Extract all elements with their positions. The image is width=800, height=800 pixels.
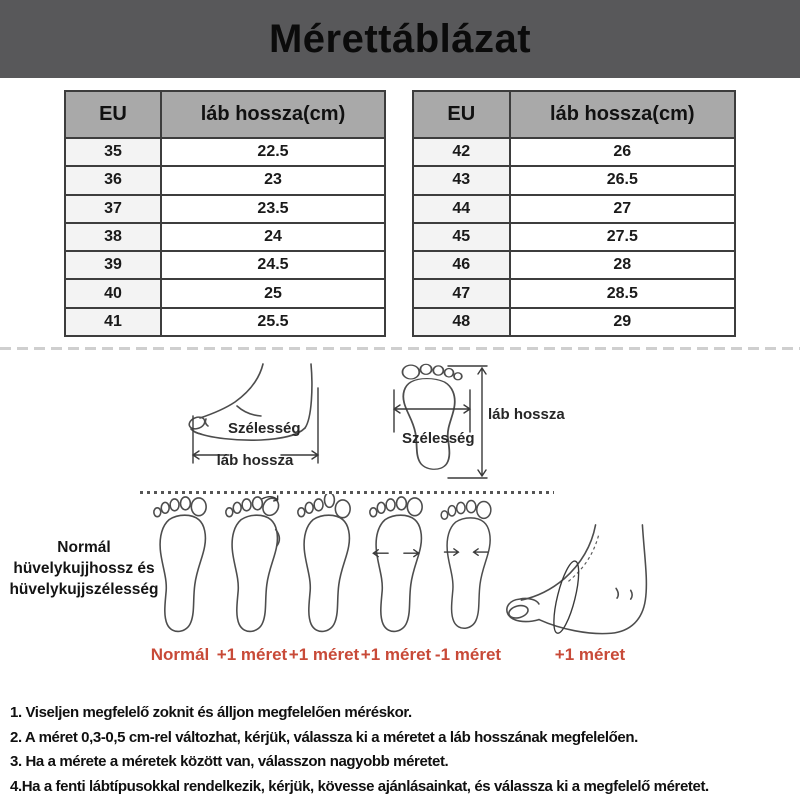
footprint-normal-illustration: [148, 494, 212, 647]
foot-type-label-plus1: +1 méret: [554, 645, 626, 664]
table-row: [65, 223, 385, 251]
note-line: hüvelykujjhossz és: [13, 560, 155, 577]
table-row: [65, 251, 385, 279]
column-header-eu: EU: [65, 91, 161, 138]
eu-size: 40: [65, 279, 161, 307]
foot-length: 28: [510, 251, 735, 279]
normal-thumb-note: [8, 537, 160, 600]
footprint-narrow-illustration: [436, 494, 496, 647]
table-row: [65, 138, 385, 166]
eu-size: 48: [413, 308, 510, 336]
foot-type-label-plus1: +1 méret: [288, 645, 360, 664]
foot-length: 26: [510, 138, 735, 166]
table-header-row: [413, 91, 735, 138]
table-row: [413, 251, 735, 279]
table-row: [413, 138, 735, 166]
width-label-side-view: Szélesség: [228, 420, 301, 437]
header-banner: [0, 0, 800, 78]
eu-size: 47: [413, 279, 510, 307]
instruction-line-1: 1. Viseljen megfelelő zoknit és álljon megfelelően méréskor.: [10, 704, 412, 721]
table-row: [413, 279, 735, 307]
foot-length: 23.5: [161, 195, 385, 223]
foot-length: 22.5: [161, 138, 385, 166]
eu-size: 35: [65, 138, 161, 166]
column-header-eu: EU: [413, 91, 510, 138]
foot-length: 27: [510, 195, 735, 223]
footprint-bunion-illustration: [220, 494, 284, 647]
length-label-footprint: láb hossza: [488, 406, 565, 423]
footprint-long-second-toe-illustration: [292, 494, 356, 647]
width-label-footprint: Szélesség: [402, 430, 475, 447]
footprint-wide-illustration: [364, 494, 428, 647]
foot-high-instep-drawing: [500, 522, 655, 644]
foot-type-label-plus1: +1 méret: [216, 645, 288, 664]
dashed-divider: [0, 347, 800, 350]
foot-length: 25: [161, 279, 385, 307]
footprint-narrow-drawing: [436, 494, 496, 642]
column-header-foot-length: láb hossza(cm): [161, 91, 385, 138]
length-label-side-view: láb hossza: [216, 452, 294, 469]
foot-length: 24: [161, 223, 385, 251]
eu-size: 36: [65, 166, 161, 194]
footprint-long-second-toe-drawing: [292, 494, 356, 642]
foot-length: 27.5: [510, 223, 735, 251]
foot-high-instep-illustration: [500, 522, 655, 649]
eu-size: 45: [413, 223, 510, 251]
eu-size: 44: [413, 195, 510, 223]
foot-length: 29: [510, 308, 735, 336]
eu-size: 39: [65, 251, 161, 279]
note-line: hüvelykujjszélesség: [9, 581, 159, 598]
foot-length: 23: [161, 166, 385, 194]
foot-length: 28.5: [510, 279, 735, 307]
eu-size: 46: [413, 251, 510, 279]
foot-type-label-minus1: -1 méret: [434, 645, 502, 664]
table-row: [65, 279, 385, 307]
table-row: [65, 166, 385, 194]
table-row: [413, 195, 735, 223]
note-line: Normál: [57, 539, 111, 556]
size-table-eu-42-48: [412, 90, 736, 337]
footprint-normal-drawing: [148, 494, 212, 642]
foot-length: 26.5: [510, 166, 735, 194]
table-row: [413, 308, 735, 336]
eu-size: 38: [65, 223, 161, 251]
footprint-wide-drawing: [364, 494, 428, 642]
foot-type-label-normal: Normál: [150, 645, 210, 664]
table-row: [413, 223, 735, 251]
eu-size: 43: [413, 166, 510, 194]
instruction-line-2: 2. A méret 0,3-0,5 cm-rel változhat, kérjük, válassza ki a méretet a láb hosszának megfelelően.: [10, 728, 638, 746]
instruction-line-4: 4.Ha a fenti lábtípusokkal rendelkezik, kérjük, kövesse ajánlásainkat, és válassza ki a megfelelő méretet.: [10, 777, 709, 795]
eu-size: 42: [413, 138, 510, 166]
instruction-line-3: 3. Ha a mérete a méretek között van, válasszon nagyobb méretet.: [10, 753, 449, 770]
foot-length: 24.5: [161, 251, 385, 279]
size-table-eu-35-41: [64, 90, 386, 337]
table-row: [413, 166, 735, 194]
table-row: [65, 195, 385, 223]
footprint-bunion-drawing: [220, 494, 284, 642]
foot-type-label-plus1: +1 méret: [360, 645, 432, 664]
table-header-row: [65, 91, 385, 138]
page-title: Mérettáblázat: [268, 17, 532, 61]
instructions-list: [10, 701, 796, 799]
eu-size: 41: [65, 308, 161, 336]
column-header-foot-length: láb hossza(cm): [510, 91, 735, 138]
eu-size: 37: [65, 195, 161, 223]
foot-length: 25.5: [161, 308, 385, 336]
table-row: [65, 308, 385, 336]
